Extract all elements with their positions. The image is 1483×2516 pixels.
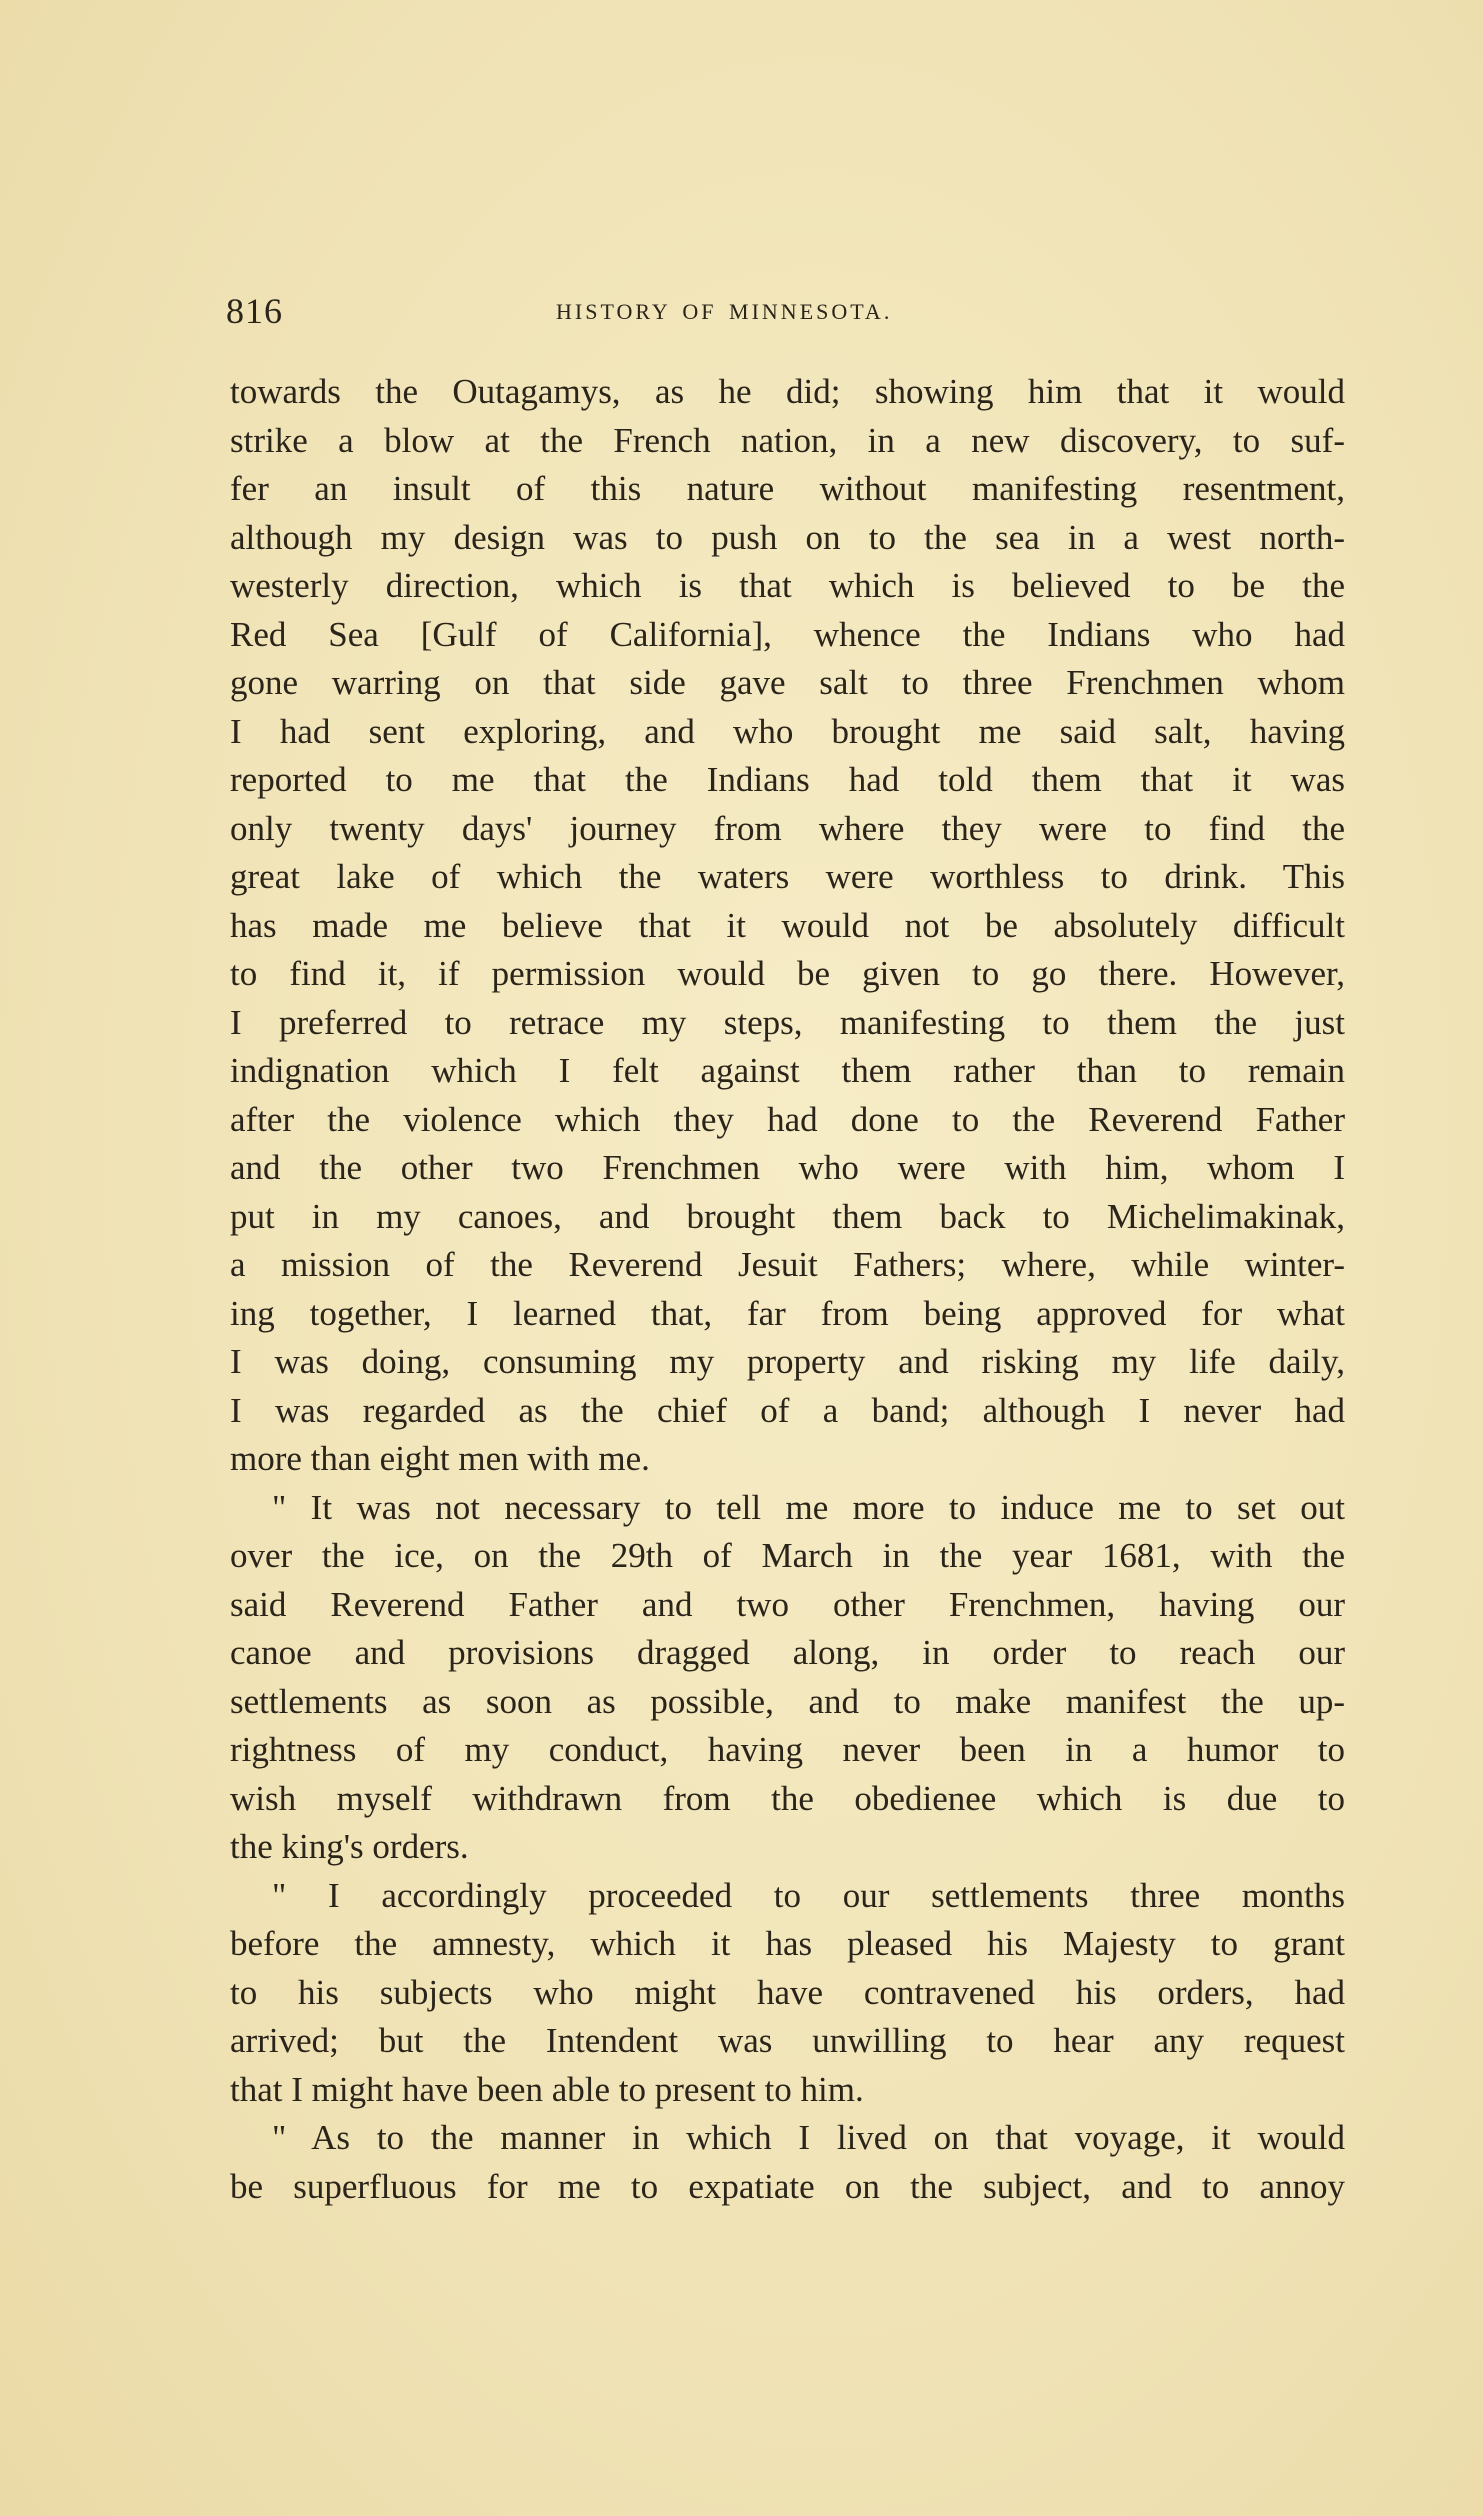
text-line: I preferred to retrace my steps, manifesting to them the just [230,1002,1345,1042]
text-line: although my design was to push on to the sea in a west north- [230,517,1345,557]
text-line: that I might have been able to present to him. [230,2069,864,2109]
text-line: I was doing, consuming my property and risking my life daily, [230,1342,1345,1381]
text-line: I was regarded as the chief of a band; although I never had [230,1390,1345,1430]
text-line: the king's orders. [230,1827,469,1866]
text-line: more than eight men with me. [230,1439,650,1478]
page-number: 816 [226,291,283,331]
text-line: over the ice, on the 29th of March in the year 1681, with the [230,1536,1345,1575]
text-line: rightness of my conduct, having never been in a humor to [230,1730,1345,1769]
text-line: only twenty days' journey from where they were to find the [230,808,1345,848]
running-title: HISTORY OF MINNESOTA. [556,299,893,324]
text-line: after the violence which they had done to the Reverend Father [230,1099,1345,1139]
text-line: be superfluous for me to expatiate on the subject, and to annoy [230,2166,1345,2206]
text-line: great lake of which the waters were worthless to drink. This [230,857,1345,896]
text-line: put in my canoes, and brought them back to Michelimakinak, [230,1196,1345,1236]
text-line: fer an insult of this nature without manifesting resentment, [230,469,1345,508]
text-line: to find it, if permission would be given to go there. However, [230,954,1345,993]
page-header [226,285,1346,345]
text-line: to his subjects who might have contravened his orders, had [230,1972,1345,2012]
text-line: before the amnesty, which it has pleased his Majesty to grant [230,1924,1345,1963]
text-line: I had sent exploring, and who brought me said salt, having [230,711,1345,751]
text-line: westerly direction, which is that which is believed to be the [230,566,1345,605]
text-line: strike a blow at the French nation, in a new discovery, to suf- [230,420,1345,460]
text-line: gone warring on that side gave salt to three Frenchmen whom [230,663,1345,702]
text-line: has made me believe that it would not be absolutely difficult [230,905,1345,945]
text-line: said Reverend Father and two other Frenchmen, having our [230,1584,1345,1624]
text-line: " I accordingly proceeded to our settlements three months [272,1875,1345,1915]
text-line: a mission of the Reverend Jesuit Fathers; where, while winter- [230,1245,1345,1284]
text-line: canoe and provisions dragged along, in order to reach our [230,1633,1345,1672]
text-line: arrived; but the Intendent was unwilling to hear any request [230,2021,1345,2060]
text-line: settlements as soon as possible, and to make manifest the up- [230,1681,1345,1721]
text-line: indignation which I felt against them rather than to remain [230,1051,1345,1090]
text-line: towards the Outagamys, as he did; showing him that it would [230,372,1345,411]
text-line: ing together, I learned that, far from being approved for what [230,1293,1345,1333]
text-line: wish myself withdrawn from the obedienee which is due to [230,1778,1345,1818]
text-line: reported to me that the Indians had told them that it was [230,760,1345,799]
text-line: and the other two Frenchmen who were with him, whom I [230,1148,1345,1187]
text-line: Red Sea [Gulf of California], whence the Indians who had [230,614,1345,654]
text-line: " It was not necessary to tell me more to induce me to set out [272,1487,1345,1527]
text-line: " As to the manner in which I lived on that voyage, it would [272,2118,1345,2157]
body-text [230,368,1345,2211]
